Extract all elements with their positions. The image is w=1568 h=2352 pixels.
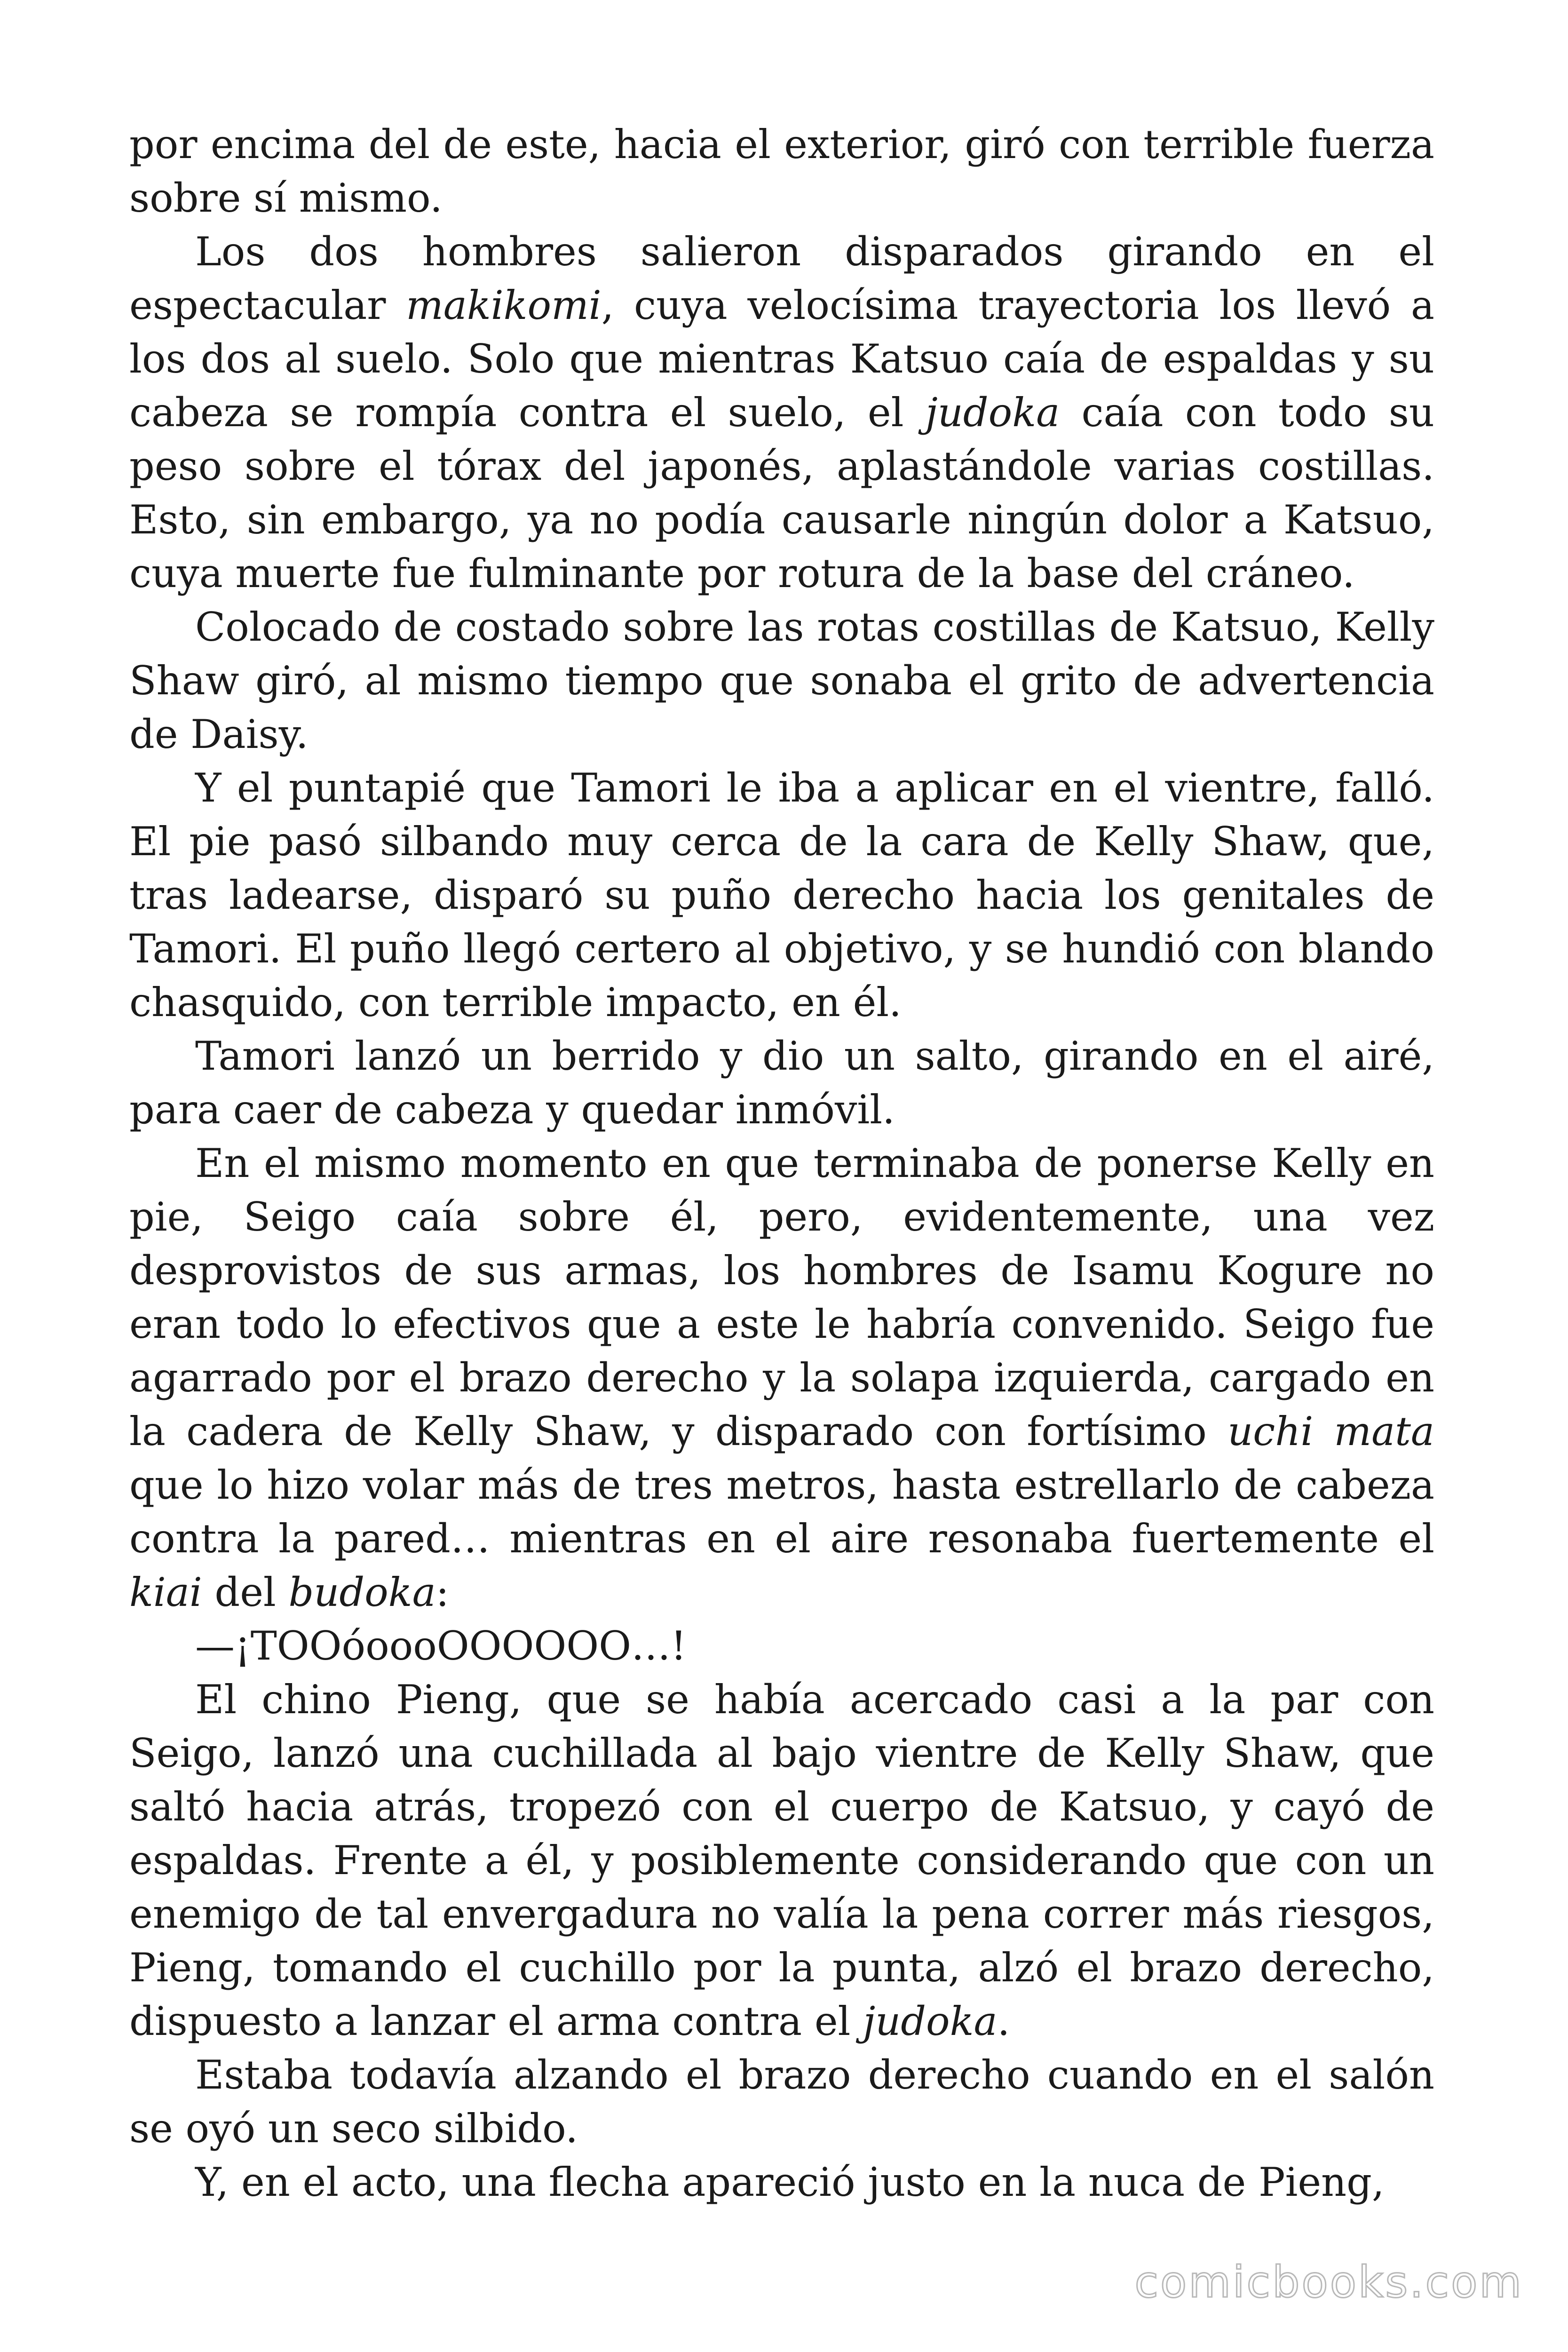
text-segment: . (997, 1998, 1010, 2044)
paragraph (129, 1029, 1434, 1136)
paragraph (129, 1619, 1434, 1673)
text-segment: caía con todo su peso sobre el tórax del japonés, aplastándole varias costillas. Esto, sin embargo, ya no podía causarle ningún dolor a Katsuo, cuya muerte fue fulminante por rotura de la base del cráneo. (129, 389, 1434, 596)
paragraph (129, 225, 1434, 600)
italic-term: makikomi (406, 282, 602, 328)
watermark: comicbooks.com (1134, 2257, 1523, 2307)
text-segment: que lo hizo volar más de tres metros, hasta estrellarlo de cabeza contra la pared… mientras en el aire resonaba fuertemente el (129, 1462, 1434, 1562)
italic-term: budoka (288, 1569, 436, 1615)
paragraph (129, 761, 1434, 1029)
text-segment: Tamori lanzó un berrido y dio un salto, girando en el airé, para caer de cabeza y quedar inmóvil. (129, 1033, 1434, 1133)
italic-term: judoka (925, 389, 1060, 436)
text-segment: El chino Pieng, que se había acercado casi a la par con Seigo, lanzó una cuchillada al bajo vientre de Kelly Shaw, que saltó hacia atrás, tropezó con el cuerpo de Katsuo, y cayó de espaldas. Frente a él, y posiblemente considerando que con un enemigo de tal envergadura no valía la pena correr más riesgos, Pieng, tomando el cuchillo por la punta, alzó el brazo derecho, dispuesto a lanzar el arma contra el (129, 1677, 1434, 2044)
text-segment: Y el puntapié que Tamori le iba a aplicar en el vientre, falló. El pie pasó silbando muy cerca de la cara de Kelly Shaw, que, tras ladearse, disparó su puño derecho hacia los genitales de Tamori. El puño llegó certero al objetivo, y se hundió con blando chasquido, con terrible impacto, en él. (129, 765, 1434, 1025)
text-segment: Y, en el acto, una flecha apareció justo en la nuca de Pieng, (195, 2159, 1385, 2205)
document-page (129, 118, 1434, 2209)
paragraph (129, 2155, 1434, 2209)
text-segment: Los dos hombres salieron disparados girando en el espectacular (129, 229, 1434, 328)
text-segment: En el mismo momento en que terminaba de ponerse Kelly en pie, Seigo caía sobre él, pero, evidentemente, una vez desprovistos de sus armas, los hombres de Isamu Kogure no eran todo lo efectivos que a este le habría convenido. Seigo fue agarrado por el brazo derecho y la solapa izquierda, cargado en la cadera de Kelly Shaw, y disparado con fortísimo (129, 1140, 1434, 1454)
text-segment: : (436, 1569, 449, 1615)
paragraph (129, 118, 1434, 225)
italic-term: judoka (863, 1998, 998, 2044)
italic-term: kiai (129, 1569, 202, 1615)
paragraph (129, 1673, 1434, 2048)
paragraph (129, 1136, 1434, 1619)
text-segment: Estaba todavía alzando el brazo derecho cuando en el salón se oyó un seco silbido. (129, 2052, 1434, 2152)
text-segment: por encima del de este, hacia el exterior, giró con terrible fuerza sobre sí mismo. (129, 121, 1434, 221)
text-segment: Colocado de costado sobre las rotas costillas de Katsuo, Kelly Shaw giró, al mismo tiempo que sonaba el grito de advertencia de Daisy. (129, 604, 1434, 757)
text-segment: del (202, 1569, 289, 1615)
paragraph (129, 600, 1434, 761)
text-segment: , cuya velocísima trayectoria los llevó a los dos al suelo. Solo que mientras Katsuo caía de espaldas y su cabeza se rompía contra el suelo, el (129, 282, 1434, 436)
italic-term: uchi mata (1227, 1408, 1434, 1454)
text-segment: —¡TOOóoooOOOOOO…! (195, 1623, 687, 1669)
paragraph (129, 2048, 1434, 2155)
